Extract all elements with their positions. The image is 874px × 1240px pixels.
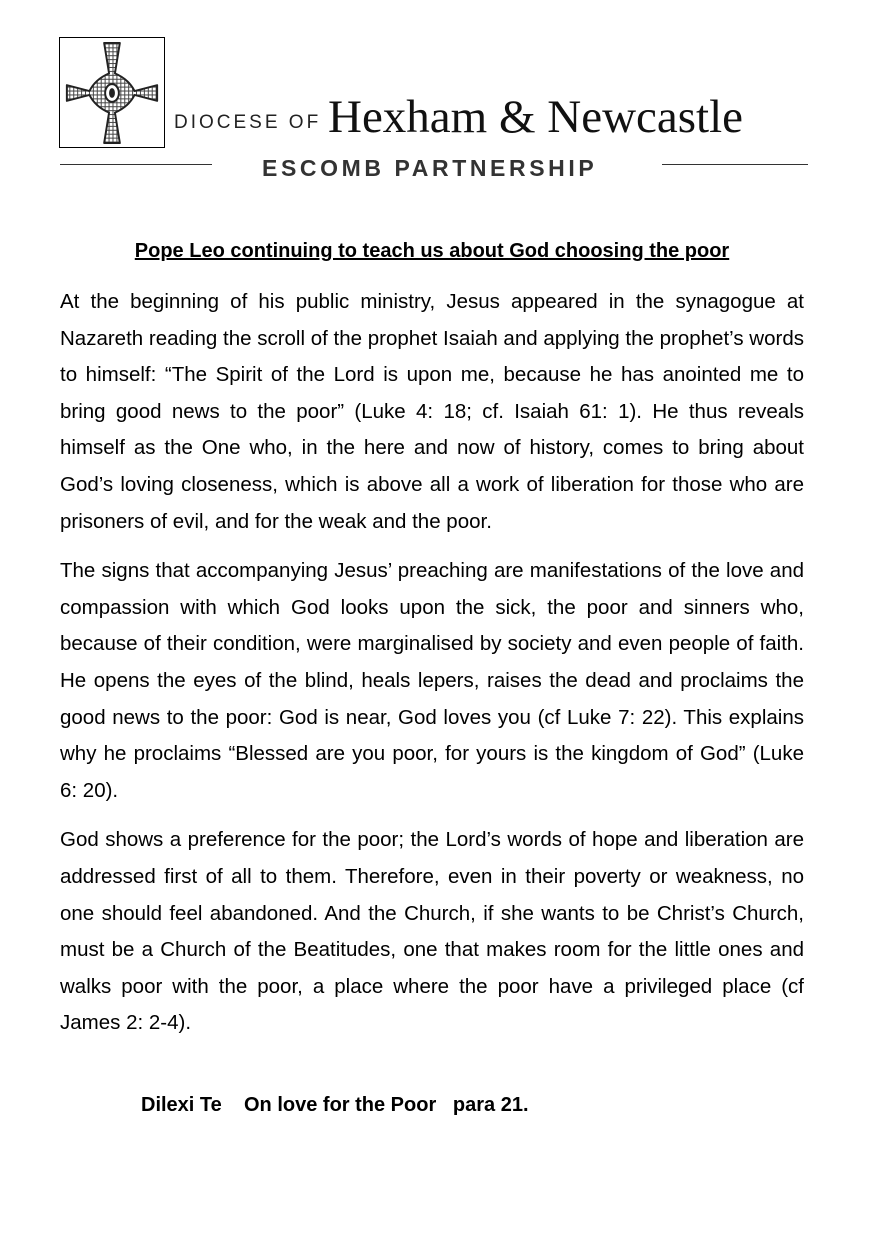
article-title: Pope Leo continuing to teach us about God choosing the poor <box>134 240 730 262</box>
diocese-name: Hexham & Newcastle <box>328 91 744 143</box>
header-rule-left <box>60 164 212 165</box>
paragraph-3: God shows a preference for the poor; the Lord’s words of hope and liberation are addressed first of all to them. Therefore, even in their poverty or weakness, no one should feel abandoned. And the Church, if she wants to be Christ’s Church, must be a Church of the Beatitudes, one that makes room for the little ones and walks poor with the poor, a place where the poor have a privileged place (cf James 2: 2-4). <box>60 828 804 1035</box>
paragraph-2: The signs that accompanying Jesus’ preaching are manifestations of the love and compassion with which God looks upon the sick, the poor and sinners who, because of their condition, were marginalised by society and even people of faith. He opens the eyes of the blind, heals lepers, raises the dead and proclaims the good news to the poor: God is near, God loves you (cf Luke 7: 22). This explains why he proclaims “Blessed are you poor, for yours is the kingdom of God” (Luke 6: 20). <box>60 559 804 802</box>
diocese-of-label: DIOCESE OF <box>174 112 322 133</box>
source-citation: Dilexi Te On love for the Poor para 21. <box>141 1094 529 1116</box>
paragraph-1: At the beginning of his public ministry, Jesus appeared in the synagogue at Nazareth reading the scroll of the prophet Isaiah and applying the prophet’s words to himself: “The Spirit of the Lord is upon me, because he has anointed me to bring good news to the poor” (Luke 4: 18; cf. Isaiah 61: 1). He thus reveals himself as the One who, in the here and now of history, comes to bring about God’s loving closeness, which is above all a work of liberation for those who are prisoners of evil, and for the weak and the poor. <box>60 290 804 533</box>
partnership-title: ESCOMB PARTNERSHIP <box>262 155 598 181</box>
diocesan-cross-icon <box>60 38 164 147</box>
diocese-logo <box>59 37 165 148</box>
article-body <box>60 284 804 1055</box>
header-rule-right <box>662 164 808 165</box>
